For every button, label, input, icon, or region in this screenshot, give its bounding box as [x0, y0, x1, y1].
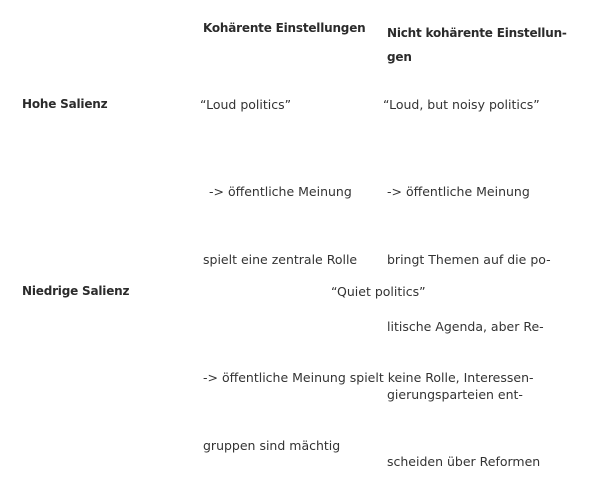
header-coherent: Kohärente Einstellungen	[203, 21, 366, 35]
quiet-politics-description	[203, 322, 534, 480]
loud-noisy-desc-line-5: scheiden über Reformen	[387, 454, 541, 469]
quiet-politics-desc-line-2: gruppen sind mächtig	[203, 437, 341, 453]
loud-noisy-desc-line-1: -> öffentliche Meinung	[387, 184, 530, 199]
loud-politics-description	[203, 136, 357, 294]
loud-noisy-desc-line-4: gierungsparteien ent-	[387, 386, 523, 402]
header-noncoherent-line-1: Nicht kohärente Einstellun-	[387, 26, 567, 40]
loud-politics-desc-line-1: -> öffentliche Meinung	[209, 184, 352, 199]
row-label-high-salience: Hohe Salienz	[22, 97, 108, 111]
loud-politics-desc-line-2: spielt eine zentrale Rolle	[203, 251, 358, 267]
loud-politics-title: “Loud politics”	[200, 97, 292, 112]
quiet-politics-desc-line-1: -> öffentliche Meinung spielt keine Rolle, Interessen-	[203, 370, 534, 385]
header-noncoherent-line-2: gen	[387, 50, 412, 64]
row-label-low-salience: Niedrige Salienz	[22, 284, 130, 298]
header-noncoherent	[387, 21, 567, 69]
quiet-politics-title: “Quiet politics”	[331, 284, 426, 299]
loud-noisy-desc-line-2: bringt Themen auf die po-	[387, 251, 551, 267]
loud-noisy-desc-line-3: litische Agenda, aber Re-	[387, 319, 544, 334]
loud-noisy-politics-title: “Loud, but noisy politics”	[383, 97, 540, 112]
